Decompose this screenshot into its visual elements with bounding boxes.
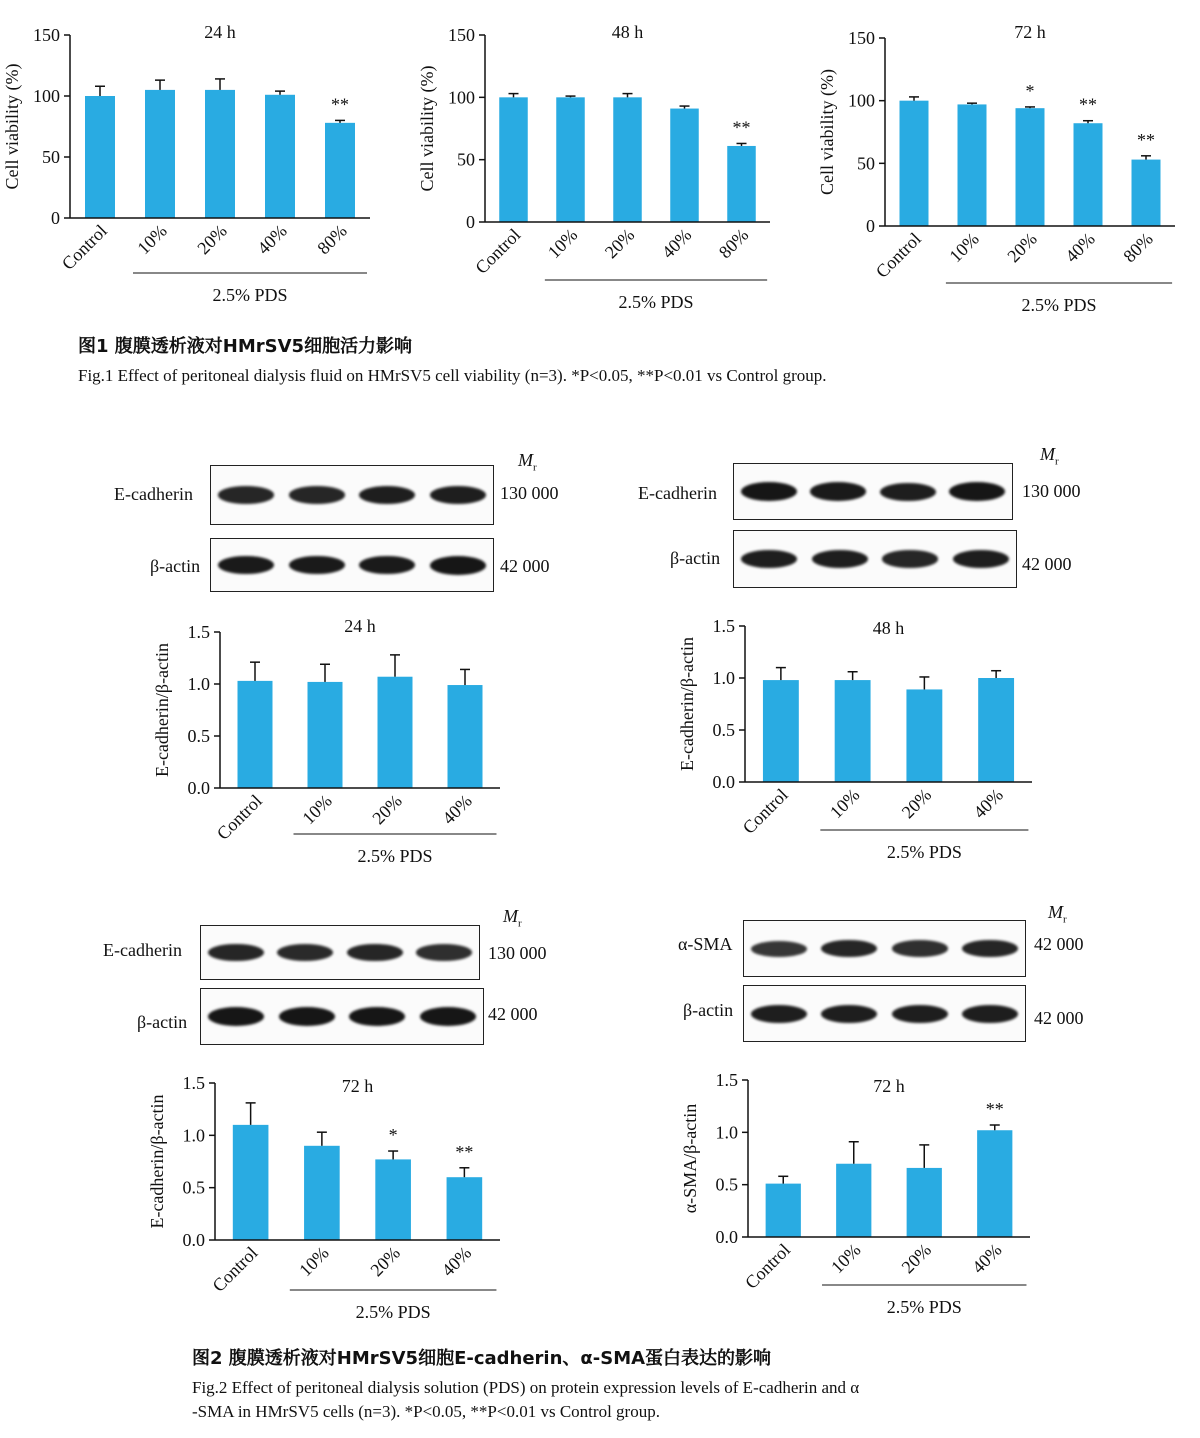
blot-band <box>289 486 345 504</box>
blot-band <box>359 486 415 504</box>
bar <box>1016 108 1045 226</box>
bar <box>378 677 413 788</box>
mr-label: $M_r$ <box>518 450 537 474</box>
blot-band <box>218 556 274 575</box>
bar <box>613 97 642 222</box>
significance-marker: ** <box>1079 94 1097 115</box>
blot-row-label: E-cadherin <box>638 483 717 503</box>
y-tick-label: 0.0 <box>187 778 210 798</box>
mw-label: 42 000 <box>1034 934 1084 954</box>
significance-marker: ** <box>985 1099 1004 1120</box>
y-tick-label: 0.0 <box>182 1230 205 1250</box>
y-tick-label: 1.0 <box>182 1125 205 1146</box>
bar <box>977 1130 1012 1237</box>
blot-band <box>962 940 1018 958</box>
group-label: 2.5% PDS <box>357 846 433 866</box>
significance-marker: * <box>1025 80 1035 101</box>
blot-band <box>892 940 948 957</box>
x-tick-label: 10% <box>827 1239 865 1278</box>
fig1-caption-cn: 图1 腹膜透析液对HMrSV5细胞活力影响 <box>78 336 413 357</box>
x-tick-label: Control <box>871 228 925 282</box>
blot-row-label: β-actin <box>670 548 721 568</box>
bar <box>670 109 699 222</box>
y-tick-label: 50 <box>42 147 60 167</box>
mw-label: 42 000 <box>488 1004 538 1024</box>
y-axis-label: E-cadherin/β-actin <box>152 642 172 778</box>
blot-band <box>741 550 797 568</box>
y-tick-label: 0.5 <box>182 1177 205 1198</box>
x-tick-label: 10% <box>825 784 864 823</box>
bar <box>1132 160 1161 226</box>
x-tick-label: Control <box>471 224 525 278</box>
y-axis-label: Cell viability (%) <box>817 69 837 195</box>
y-tick-label: 0.0 <box>715 1227 738 1247</box>
blot-row-label: β-actin <box>137 1012 188 1032</box>
y-axis-label: Cell viability (%) <box>2 63 22 190</box>
x-tick-label: 20% <box>600 224 639 263</box>
fig1-chart-48h <box>400 0 800 320</box>
x-tick-label: Control <box>741 1239 795 1293</box>
blot-row-ecadherin <box>210 465 494 525</box>
y-tick-label: 100 <box>448 87 475 108</box>
mw-label: 42 000 <box>500 556 550 576</box>
bar <box>375 1159 411 1240</box>
group-label: 2.5% PDS <box>886 842 962 862</box>
blot-band <box>420 1007 476 1026</box>
mr-label: $M_r$ <box>503 906 522 930</box>
y-tick-label: 100 <box>33 86 60 106</box>
x-tick-label: 10% <box>295 1242 333 1281</box>
y-tick-label: 0 <box>51 208 60 228</box>
mw-label: 130 000 <box>1022 481 1081 501</box>
blot-row-label: β-actin <box>150 556 201 576</box>
y-tick-label: 1.5 <box>187 622 210 642</box>
x-tick-label: 80% <box>714 224 753 263</box>
blot-row-bactin <box>210 538 494 592</box>
bar <box>958 104 987 226</box>
bar <box>1074 123 1103 226</box>
fig2-caption-cn: 图2 腹膜透析液对HMrSV5细胞E-cadherin、α-SMA蛋白表达的影响 <box>192 1348 772 1369</box>
blot-row-ecadherin <box>200 925 480 980</box>
fig1-caption-en: Fig.1 Effect of peritoneal dialysis fluid on HMrSV5 cell viability (n=3). *P<0.05, **P<0.01 vs Control group. <box>78 366 827 385</box>
blot-band <box>812 550 868 568</box>
blot-row-ecadherin <box>733 463 1013 520</box>
chart-title: 24 h <box>204 22 236 42</box>
fig2-chart-ecadherin-48h <box>600 600 1200 880</box>
fig1-chart-24h <box>0 0 400 320</box>
y-tick-label: 1.0 <box>712 668 735 688</box>
x-tick-label: 10% <box>298 790 336 829</box>
bar <box>906 689 942 782</box>
x-tick-label: 40% <box>437 1242 476 1281</box>
blot-row-label: E-cadherin <box>103 940 182 960</box>
significance-marker: ** <box>331 94 349 115</box>
y-tick-label: 150 <box>33 25 60 45</box>
y-tick-label: 150 <box>848 28 875 48</box>
x-tick-label: 40% <box>969 784 1007 823</box>
blot-band <box>892 1005 948 1023</box>
blot-band <box>279 1007 335 1026</box>
significance-marker: ** <box>732 117 751 138</box>
blot-band <box>751 1005 807 1023</box>
x-tick-label: Control <box>208 1242 262 1296</box>
bar <box>85 96 115 218</box>
x-tick-label: 80% <box>1119 228 1157 267</box>
bar <box>233 1125 269 1240</box>
x-tick-label: 20% <box>897 1239 936 1278</box>
chart-title: 72 h <box>341 1076 374 1096</box>
blot-band <box>359 556 415 575</box>
x-tick-label: 20% <box>1003 228 1041 267</box>
bar <box>499 97 528 222</box>
mr-label: $M_r$ <box>1048 902 1067 926</box>
blot-row-bactin <box>743 985 1026 1042</box>
y-tick-label: 1.5 <box>182 1073 205 1093</box>
bar <box>325 123 355 218</box>
x-tick-label: 40% <box>657 224 696 263</box>
blot-band <box>349 1007 405 1026</box>
x-tick-label: 20% <box>897 784 936 823</box>
blot-band <box>416 944 472 961</box>
x-tick-label: Control <box>738 784 792 838</box>
y-tick-label: 0.0 <box>712 772 735 792</box>
bar <box>265 95 295 218</box>
y-tick-label: 100 <box>848 90 875 111</box>
x-tick-label: 40% <box>253 220 291 259</box>
bar <box>978 678 1014 782</box>
y-axis-label: α-SMA/β-actin <box>680 1103 700 1214</box>
mw-label: 130 000 <box>488 943 547 963</box>
blot-row-label: α-SMA <box>678 934 733 954</box>
group-label: 2.5% PDS <box>212 285 288 305</box>
mw-label: 42 000 <box>1034 1008 1084 1028</box>
y-tick-label: 50 <box>457 149 475 170</box>
x-tick-label: 20% <box>193 220 231 259</box>
chart-title: 48 h <box>611 22 644 42</box>
bar <box>900 101 929 226</box>
y-tick-label: 1.0 <box>715 1122 738 1143</box>
y-tick-label: 1.0 <box>187 674 210 694</box>
bar <box>448 685 483 788</box>
group-label: 2.5% PDS <box>1021 295 1097 315</box>
fig2-chart-ecadherin-72h <box>0 1060 600 1340</box>
x-tick-label: 10% <box>133 220 171 259</box>
blot-band <box>953 550 1009 568</box>
blot-band <box>277 944 333 961</box>
x-tick-label: 40% <box>438 790 476 829</box>
group-label: 2.5% PDS <box>618 292 694 312</box>
y-tick-label: 1.5 <box>712 616 735 636</box>
blot-band <box>880 483 936 501</box>
bar <box>556 97 585 222</box>
x-tick-label: Control <box>57 220 111 274</box>
y-tick-label: 0 <box>866 216 875 236</box>
blot-band <box>962 1005 1018 1023</box>
y-tick-label: 0 <box>466 212 475 232</box>
y-tick-label: 0.5 <box>715 1174 738 1195</box>
fig2-chart-asma-72h <box>600 1060 1200 1340</box>
blot-row-label: β-actin <box>683 1000 734 1020</box>
significance-marker: ** <box>1137 129 1155 150</box>
x-tick-label: 10% <box>945 228 983 267</box>
mr-label: $M_r$ <box>1040 444 1059 468</box>
bar <box>763 680 799 782</box>
blot-band <box>821 940 877 958</box>
x-tick-label: Control <box>212 790 266 844</box>
group-label: 2.5% PDS <box>355 1302 431 1322</box>
y-tick-label: 0.5 <box>712 720 735 740</box>
bar <box>447 1177 483 1240</box>
chart-title: 24 h <box>344 616 376 636</box>
bar <box>304 1146 340 1240</box>
fig2-caption-en-line1: Fig.2 Effect of peritoneal dialysis solution (PDS) on protein expression levels of E-cadherin and α <box>192 1378 860 1397</box>
bar <box>835 680 871 782</box>
y-tick-label: 150 <box>448 25 475 45</box>
y-tick-label: 50 <box>857 153 875 174</box>
y-axis-label: E-cadherin/β-actin <box>147 1094 167 1229</box>
mw-label: 42 000 <box>1022 554 1072 574</box>
significance-marker: * <box>388 1125 398 1146</box>
y-axis-label: E-cadherin/β-actin <box>677 636 697 772</box>
blot-row-bactin <box>200 988 484 1045</box>
chart-title: 48 h <box>872 618 905 638</box>
bar <box>766 1184 801 1237</box>
fig2-caption-en-line2: -SMA in HMrSV5 cells (n=3). *P<0.05, **P<0.01 vs Control group. <box>192 1402 660 1421</box>
y-tick-label: 0.5 <box>187 726 210 746</box>
fig2-chart-ecadherin-24h <box>0 600 600 880</box>
x-tick-label: 40% <box>1061 228 1099 267</box>
fig1-chart-72h <box>800 0 1200 320</box>
mw-label: 130 000 <box>500 483 559 503</box>
blot-band <box>882 550 938 568</box>
x-tick-label: 10% <box>543 224 582 263</box>
blot-row-asma <box>743 920 1026 977</box>
blot-band <box>208 1007 264 1026</box>
blot-band <box>430 486 486 504</box>
blot-band <box>741 482 797 501</box>
bar <box>145 90 175 218</box>
x-tick-label: 20% <box>366 1242 404 1281</box>
blot-band <box>751 941 807 957</box>
bar <box>308 682 343 788</box>
blot-band <box>208 944 264 962</box>
blot-band <box>289 556 345 575</box>
bar <box>727 146 756 222</box>
blot-band <box>949 482 1005 501</box>
blot-band <box>347 944 403 962</box>
blot-row-label: E-cadherin <box>114 484 193 504</box>
bar <box>907 1168 942 1237</box>
fig1-caption <box>78 332 1178 388</box>
x-tick-label: 20% <box>368 790 406 829</box>
chart-title: 72 h <box>1014 22 1046 42</box>
fig2-caption <box>192 1344 1182 1424</box>
x-tick-label: 40% <box>968 1239 1006 1278</box>
blot-row-bactin <box>733 530 1017 588</box>
bar <box>205 90 235 218</box>
y-tick-label: 1.5 <box>715 1070 738 1090</box>
chart-title: 72 h <box>873 1076 905 1096</box>
significance-marker: ** <box>455 1141 474 1162</box>
bar <box>238 681 273 788</box>
y-axis-label: Cell viability (%) <box>417 65 437 192</box>
blot-band <box>810 482 866 501</box>
group-label: 2.5% PDS <box>886 1297 962 1317</box>
x-tick-label: 80% <box>313 220 351 259</box>
bar <box>836 1164 871 1237</box>
blot-band <box>430 556 486 575</box>
blot-band <box>218 486 274 504</box>
blot-band <box>821 1005 877 1023</box>
